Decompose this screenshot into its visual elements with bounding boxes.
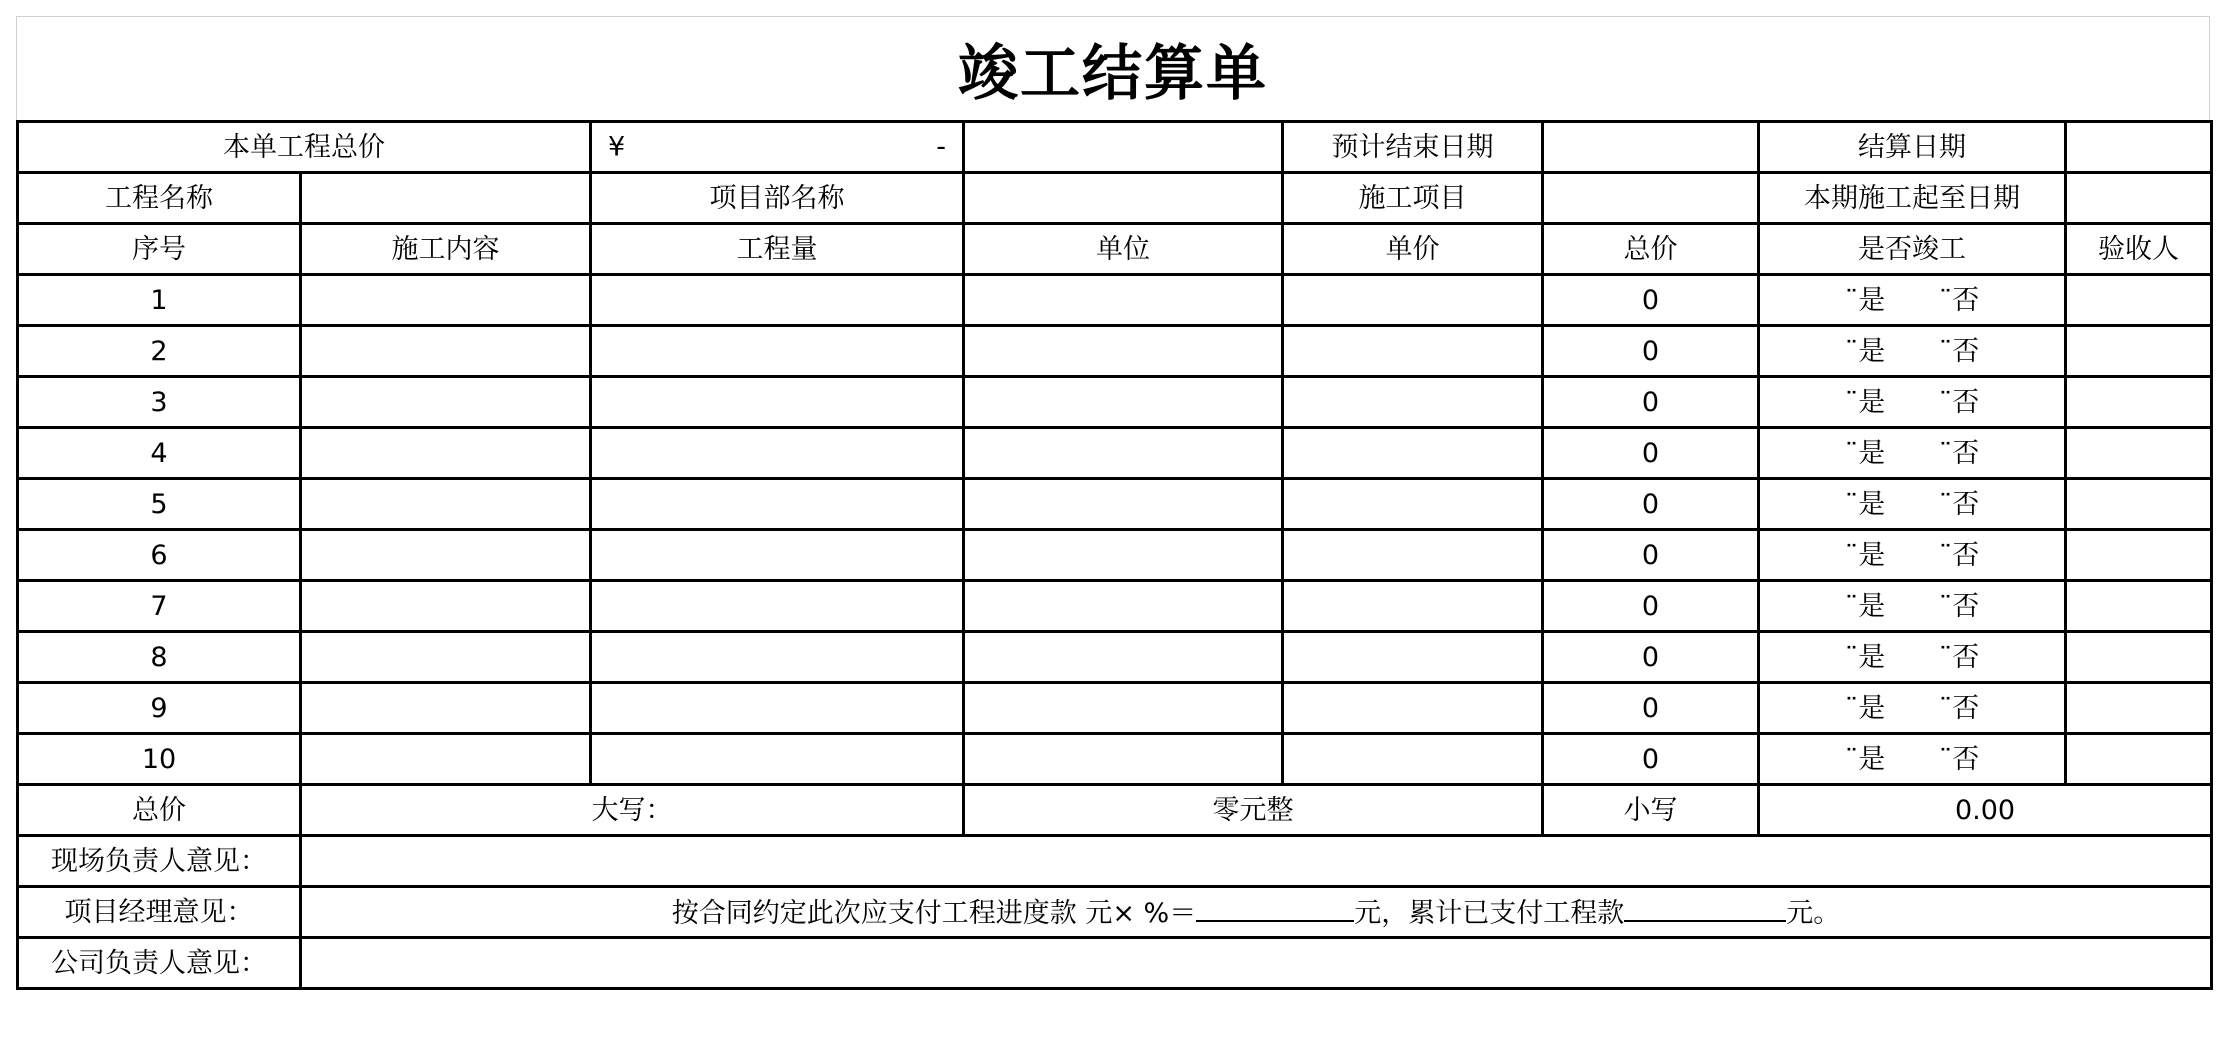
row-number: 5 <box>18 479 301 530</box>
summary-total-label: 总价 <box>18 785 301 836</box>
completed-cell <box>1759 734 2066 785</box>
content-cell[interactable] <box>301 581 591 632</box>
row-total: 0 <box>1543 275 1759 326</box>
lower-amount-value: 0.00 <box>1759 785 2212 836</box>
inspector-cell[interactable] <box>2066 734 2212 785</box>
completed-cell <box>1759 530 2066 581</box>
settlement-date-field[interactable] <box>2066 122 2212 173</box>
dept-name-field[interactable] <box>964 173 1283 224</box>
completed-no-option[interactable]: ¨否 <box>1938 641 1980 673</box>
completed-no-option[interactable]: ¨否 <box>1938 539 1980 571</box>
quantity-cell[interactable] <box>591 734 964 785</box>
table-row <box>18 581 2212 632</box>
completed-yes-option[interactable]: ¨是 <box>1844 386 1886 418</box>
unit-price-cell[interactable] <box>1283 326 1543 377</box>
settlement-table <box>16 120 2213 990</box>
currency-dash: - <box>936 131 946 163</box>
completed-no-option[interactable]: ¨否 <box>1938 590 1980 622</box>
completed-cell <box>1759 326 2066 377</box>
pm-opinion-field[interactable] <box>301 887 2212 938</box>
inspector-cell[interactable] <box>2066 326 2212 377</box>
expected-end-date-label: 预计结束日期 <box>1283 122 1543 173</box>
completed-yes-option[interactable]: ¨是 <box>1844 284 1886 316</box>
pm-opinion-text-2: 元，累计已支付工程款 <box>1354 897 1625 929</box>
title-bar <box>16 16 2210 120</box>
unit-price-cell[interactable] <box>1283 428 1543 479</box>
settlement-sheet <box>16 16 2210 1042</box>
quantity-cell[interactable] <box>591 326 964 377</box>
completed-no-option[interactable]: ¨否 <box>1938 743 1980 775</box>
row-total: 0 <box>1543 530 1759 581</box>
header-row-2 <box>18 173 2212 224</box>
construction-item-label: 施工项目 <box>1283 173 1543 224</box>
unit-cell[interactable] <box>964 734 1283 785</box>
content-cell[interactable] <box>301 530 591 581</box>
summary-row <box>18 785 2212 836</box>
completed-yes-option[interactable]: ¨是 <box>1844 437 1886 469</box>
unit-cell[interactable] <box>964 428 1283 479</box>
row-number: 2 <box>18 326 301 377</box>
unit-price-cell[interactable] <box>1283 479 1543 530</box>
completed-cell <box>1759 275 2066 326</box>
table-row <box>18 275 2212 326</box>
completed-yes-option[interactable]: ¨是 <box>1844 692 1886 724</box>
site-opinion-row <box>18 836 2212 887</box>
content-cell[interactable] <box>301 326 591 377</box>
table-row <box>18 632 2212 683</box>
quantity-cell[interactable] <box>591 683 964 734</box>
currency-symbol: ¥ <box>608 131 626 163</box>
unit-cell[interactable] <box>964 275 1283 326</box>
row-total: 0 <box>1543 326 1759 377</box>
site-opinion-field[interactable] <box>301 836 2212 887</box>
row-number: 7 <box>18 581 301 632</box>
pm-opinion-text-3: 元。 <box>1786 897 1841 929</box>
unit-cell[interactable] <box>964 377 1283 428</box>
unit-price-cell[interactable] <box>1283 683 1543 734</box>
row-total: 0 <box>1543 377 1759 428</box>
col-header-unit: 单位 <box>964 224 1283 275</box>
row-number: 9 <box>18 683 301 734</box>
dept-name-label: 项目部名称 <box>591 173 964 224</box>
col-header-content: 施工内容 <box>301 224 591 275</box>
pm-opinion-row <box>18 887 2212 938</box>
table-row <box>18 326 2212 377</box>
company-opinion-row <box>18 938 2212 989</box>
project-name-field[interactable] <box>301 173 591 224</box>
total-price-value-cell[interactable] <box>591 122 964 173</box>
column-header-row <box>18 224 2212 275</box>
row-number: 8 <box>18 632 301 683</box>
completed-no-option[interactable]: ¨否 <box>1938 437 1980 469</box>
period-dates-label: 本期施工起至日期 <box>1759 173 2066 224</box>
pm-opinion-text-1: 按合同约定此次应支付工程进度款 元× %＝ <box>671 897 1197 929</box>
construction-item-field[interactable] <box>1543 173 1759 224</box>
unit-price-cell[interactable] <box>1283 377 1543 428</box>
content-cell[interactable] <box>301 734 591 785</box>
table-row <box>18 377 2212 428</box>
row-total: 0 <box>1543 479 1759 530</box>
capital-amount-value: 零元整 <box>964 785 1543 836</box>
row-number: 4 <box>18 428 301 479</box>
pm-opinion-label: 项目经理意见： <box>18 887 301 938</box>
inspector-cell[interactable] <box>2066 479 2212 530</box>
unit-price-cell[interactable] <box>1283 632 1543 683</box>
completed-no-option[interactable]: ¨否 <box>1938 488 1980 520</box>
unit-cell[interactable] <box>964 581 1283 632</box>
quantity-cell[interactable] <box>591 632 964 683</box>
project-name-label: 工程名称 <box>18 173 301 224</box>
quantity-cell[interactable] <box>591 428 964 479</box>
inspector-cell[interactable] <box>2066 632 2212 683</box>
table-row <box>18 734 2212 785</box>
table-row <box>18 683 2212 734</box>
content-cell[interactable] <box>301 377 591 428</box>
col-header-unit-price: 单价 <box>1283 224 1543 275</box>
unit-cell[interactable] <box>964 632 1283 683</box>
row-total: 0 <box>1543 683 1759 734</box>
row-number: 6 <box>18 530 301 581</box>
completed-no-option[interactable]: ¨否 <box>1938 335 1980 367</box>
completed-yes-option[interactable]: ¨是 <box>1844 641 1886 673</box>
settlement-date-label: 结算日期 <box>1759 122 2066 173</box>
total-price-label: 本单工程总价 <box>18 122 591 173</box>
quantity-cell[interactable] <box>591 275 964 326</box>
lower-amount-label: 小写 <box>1543 785 1759 836</box>
period-dates-field[interactable] <box>2066 173 2212 224</box>
quantity-cell[interactable] <box>591 377 964 428</box>
company-opinion-field[interactable] <box>301 938 2212 989</box>
col-header-inspector: 验收人 <box>2066 224 2212 275</box>
completed-yes-option[interactable]: ¨是 <box>1844 335 1886 367</box>
unit-price-cell[interactable] <box>1283 581 1543 632</box>
table-row <box>18 479 2212 530</box>
completed-yes-option[interactable]: ¨是 <box>1844 539 1886 571</box>
content-cell[interactable] <box>301 275 591 326</box>
content-cell[interactable] <box>301 683 591 734</box>
completed-cell <box>1759 377 2066 428</box>
table-row <box>18 428 2212 479</box>
quantity-cell[interactable] <box>591 530 964 581</box>
row-number: 1 <box>18 275 301 326</box>
col-header-completed: 是否竣工 <box>1759 224 2066 275</box>
header-row-1 <box>18 122 2212 173</box>
col-header-quantity: 工程量 <box>591 224 964 275</box>
inspector-cell[interactable] <box>2066 428 2212 479</box>
unit-cell[interactable] <box>964 326 1283 377</box>
completed-cell <box>1759 632 2066 683</box>
empty-cell[interactable] <box>964 122 1283 173</box>
unit-price-cell[interactable] <box>1283 734 1543 785</box>
completed-yes-option[interactable]: ¨是 <box>1844 488 1886 520</box>
table-row <box>18 530 2212 581</box>
content-cell[interactable] <box>301 428 591 479</box>
inspector-cell[interactable] <box>2066 683 2212 734</box>
content-cell[interactable] <box>301 632 591 683</box>
page-title: 竣工结算单 <box>958 38 1268 109</box>
site-opinion-label: 现场负责人意见： <box>18 836 301 887</box>
inspector-cell[interactable] <box>2066 581 2212 632</box>
row-total: 0 <box>1543 428 1759 479</box>
row-total: 0 <box>1543 632 1759 683</box>
row-number: 10 <box>18 734 301 785</box>
row-total: 0 <box>1543 581 1759 632</box>
completed-no-option[interactable]: ¨否 <box>1938 284 1980 316</box>
content-cell[interactable] <box>301 479 591 530</box>
completed-cell <box>1759 428 2066 479</box>
unit-cell[interactable] <box>964 479 1283 530</box>
col-header-no: 序号 <box>18 224 301 275</box>
unit-price-cell[interactable] <box>1283 275 1543 326</box>
quantity-cell[interactable] <box>591 479 964 530</box>
quantity-cell[interactable] <box>591 581 964 632</box>
row-number: 3 <box>18 377 301 428</box>
capital-amount-label: 大写： <box>301 785 964 836</box>
col-header-total: 总价 <box>1543 224 1759 275</box>
company-opinion-label: 公司负责人意见： <box>18 938 301 989</box>
completed-no-option[interactable]: ¨否 <box>1938 386 1980 418</box>
row-total: 0 <box>1543 734 1759 785</box>
unit-cell[interactable] <box>964 530 1283 581</box>
unit-price-cell[interactable] <box>1283 530 1543 581</box>
inspector-cell[interactable] <box>2066 275 2212 326</box>
paid-amount-blank[interactable] <box>1624 898 1786 922</box>
completed-yes-option[interactable]: ¨是 <box>1844 743 1886 775</box>
completed-cell <box>1759 581 2066 632</box>
completed-cell <box>1759 479 2066 530</box>
payment-amount-blank[interactable] <box>1196 898 1354 922</box>
completed-no-option[interactable]: ¨否 <box>1938 692 1980 724</box>
completed-yes-option[interactable]: ¨是 <box>1844 590 1886 622</box>
completed-cell <box>1759 683 2066 734</box>
expected-end-date-field[interactable] <box>1543 122 1759 173</box>
inspector-cell[interactable] <box>2066 530 2212 581</box>
inspector-cell[interactable] <box>2066 377 2212 428</box>
unit-cell[interactable] <box>964 683 1283 734</box>
